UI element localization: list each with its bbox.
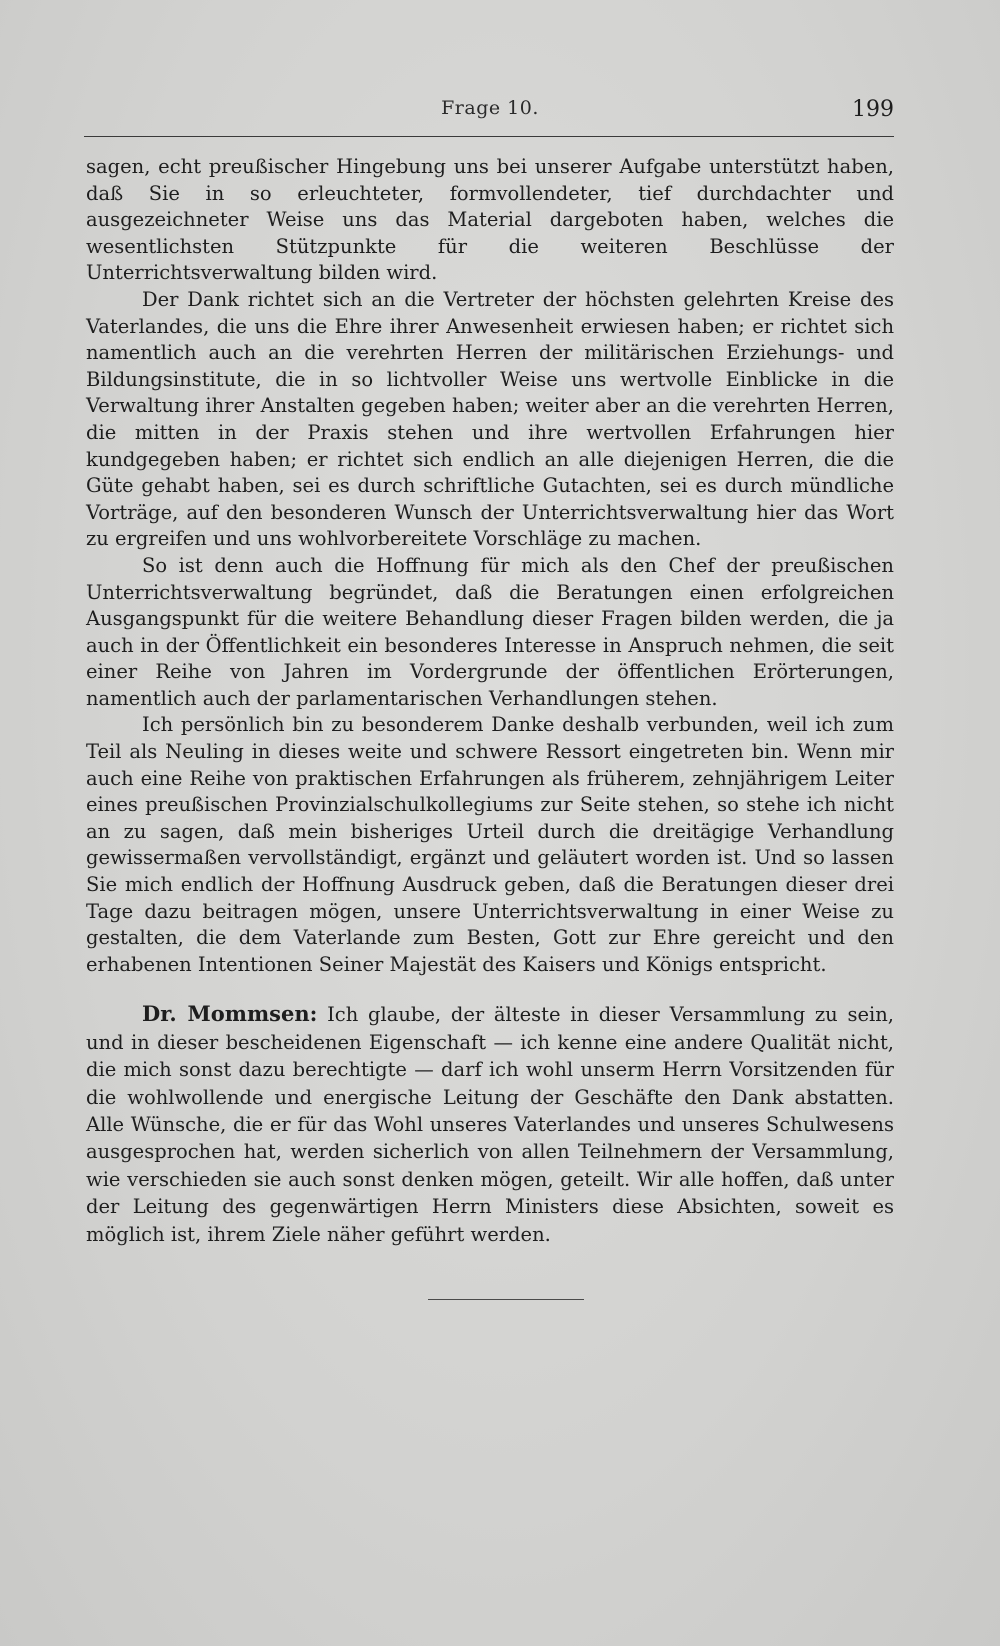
speech-text: Ich glaube, der älteste in dieser Versammlung zu sein, und in dieser bescheidenen Eigenschaft — ich kenne eine andere Qualität nicht, die mich sonst dazu berechtigte — darf ich wohl unserm Herrn Vorsitzenden für die wohlwollende und energische Leitung der Geschäfte den Dank abstatten. Alle Wünsche, die er für das Wohl unseres Vaterlandes und unseres Schulwesens ausgesprochen hat, werden sicherlich von allen Teilnehmern der Versammlung, wie verschieden sie auch sonst denken mögen, geteilt. Wir alle hoffen, daß unter der Leitung des gegenwärtigen Herrn Ministers diese Absichten, soweit es möglich ist, ihrem Ziele näher geführt werden.: [86, 1003, 894, 1246]
page-number: 199: [852, 97, 894, 122]
header-rule: [84, 136, 894, 137]
body-text: [86, 154, 894, 1248]
paragraph-hope: So ist denn auch die Hoffnung für mich als den Chef der preußischen Unterrichtsverwaltung begründet, daß die Beratungen einen erfolgreichen Ausgangspunkt für die weitere Behandlung dieser Fragen bilden werden, die ja auch in der Öffentlichkeit ein besonderes Interesse in Anspruch nehmen, die seit einer Reihe von Jahren im Vordergrunde der öffentlichen Erörterungen, namentlich auch der parlamentarischen Verhandlungen stehen.: [86, 553, 894, 710]
speaker-name: Dr. Mommsen:: [142, 1001, 318, 1027]
paragraph-continuation: sagen, echt preußischer Hingebung uns bei unserer Aufgabe unterstützt haben, daß Sie in so erleuchteter, formvollendeter, tief durchdachter und ausgezeichneter Weise uns das Material dargeboten haben, welches die wesentlichsten Stützpunkte für die weiteren Beschlüsse der Unterrichtsverwaltung bilden wird.: [86, 155, 894, 285]
running-title: Frage 10.: [441, 97, 539, 119]
speech-paragraph: [86, 1000, 894, 1248]
paragraph-personal: Ich persönlich bin zu besonderem Danke deshalb verbunden, weil ich zum Teil als Neuling in dieses weite und schwere Ressort eingetreten bin. Wenn mir auch eine Reihe von praktischen Erfahrungen als früherem, zehnjährigem Leiter eines preußischen Provinzialschulkollegiums zur Seite stehen, so stehe ich nicht an zu sagen, daß mein bisheriges Urteil durch die dreitägige Verhandlung gewissermaßen vervollständigt, ergänzt und geläutert worden ist. Und so lassen Sie mich endlich der Hoffnung Ausdruck geben, daß die Beratungen dieser drei Tage dazu beitragen mögen, unsere Unterrichtsverwaltung in einer Weise zu gestalten, die dem Vaterlande zum Besten, Gott zur Ehre gereicht und den erhabenen Intentionen Seiner Majestät des Kaisers und Königs entspricht.: [86, 713, 894, 976]
end-rule: [428, 1299, 584, 1300]
running-head: [86, 97, 894, 131]
paragraph-thanks: Der Dank richtet sich an die Vertreter der höchsten gelehrten Kreise des Vaterlandes, die uns die Ehre ihrer Anwesenheit erwiesen haben; er richtet sich namentlich auch an die verehrten Herren der militärischen Erziehungs- und Bildungsinstitute, die in so lichtvoller Weise uns wertvolle Einblicke in die Verwaltung ihrer Anstalten gegeben haben; weiter aber an die verehrten Herren, die mitten in der Praxis stehen und ihre wertvollen Erfahrungen hier kundgegeben haben; er richtet sich endlich an alle diejenigen Herren, die die Güte gehabt haben, sei es durch schriftliche Gutachten, sei es durch mündliche Vorträge, auf den besonderen Wunsch der Unterrichtsverwaltung hier das Wort zu ergreifen und uns wohlvorbereitete Vorschläge zu machen.: [86, 287, 894, 551]
